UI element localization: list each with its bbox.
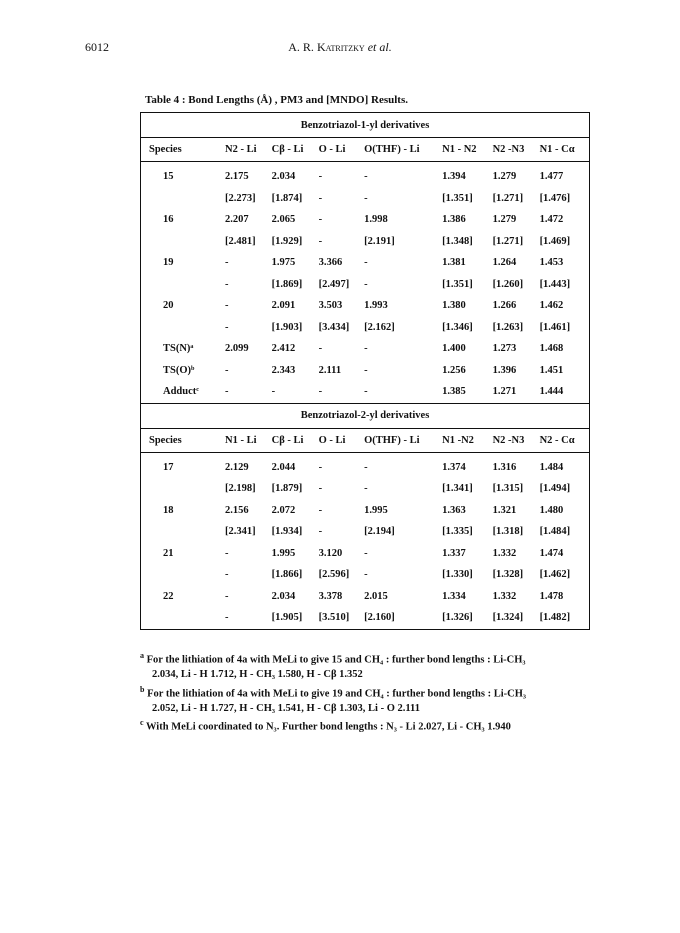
table-cell: [1.494]: [539, 483, 571, 495]
table-cell: -: [364, 461, 368, 473]
table-cell: -: [318, 461, 323, 473]
species-cell: 22: [163, 590, 174, 602]
table-cell: 1.400: [442, 343, 466, 355]
table-row: [141, 478, 590, 500]
table-cell: -: [364, 171, 368, 183]
table-cell: -: [225, 364, 229, 376]
species-cell: TS(N)ᵃ: [163, 343, 194, 355]
table-row: [141, 162, 590, 188]
table-cell: [1.879]: [271, 483, 303, 495]
species-cell: [141, 564, 224, 586]
column-header: N2 - Cα: [538, 428, 590, 452]
table-cell: [1.271]: [492, 192, 524, 204]
column-header: N1 - N2: [440, 138, 490, 162]
table-cell: [3.434]: [318, 321, 350, 333]
bond-length-table: [140, 112, 590, 630]
table-row: [141, 317, 590, 339]
table-cell: 1.266: [492, 300, 517, 312]
column-header: N1 - Cα: [538, 138, 590, 162]
table-cell: [2.341]: [225, 526, 256, 538]
table-cell: [1.469]: [539, 235, 571, 247]
table-cell: 1.273: [492, 343, 517, 355]
table-cell: 2.111: [318, 364, 342, 376]
species-cell: [141, 317, 224, 339]
footnote-mark: c: [140, 718, 144, 727]
table-cell: -: [364, 257, 368, 269]
table-cell: 1.332: [492, 547, 517, 559]
table-cell: -: [364, 364, 368, 376]
table-cell: -: [364, 278, 368, 290]
table-cell: [1.903]: [271, 321, 303, 333]
table-cell: [1.335]: [442, 526, 473, 538]
section-title-row: [141, 403, 590, 428]
table-row: [141, 521, 590, 543]
table-cell: -: [225, 278, 229, 290]
table-cell: 1.396: [492, 364, 517, 376]
table-cell: 2.099: [225, 343, 249, 355]
table-cell: [1.326]: [442, 612, 473, 624]
species-cell: 17: [163, 461, 174, 473]
section-title-row: [141, 113, 590, 138]
table-body: [141, 113, 590, 630]
table-caption: Table 4 : Bond Lengths (Å) , PM3 and [MNDO] Results.: [145, 94, 409, 106]
table-cell: [1.929]: [271, 235, 303, 247]
species-cell: 20: [163, 300, 174, 312]
table-cell: 1.332: [492, 590, 517, 602]
table-row: [141, 209, 590, 231]
table-cell: -: [225, 321, 229, 333]
table-cell: -: [225, 547, 229, 559]
table-row: [141, 607, 590, 629]
table-cell: -: [225, 257, 229, 269]
table-cell: [1.484]: [539, 526, 571, 538]
table-cell: 1.995: [271, 547, 296, 559]
table-cell: 1.334: [442, 590, 466, 602]
table-cell: 1.975: [271, 257, 296, 269]
table-cell: [1.341]: [442, 483, 473, 495]
table-cell: 1.337: [442, 547, 466, 559]
footnote: [140, 716, 610, 735]
table-cell: 1.279: [492, 214, 517, 226]
table-cell: [1.330]: [442, 569, 473, 581]
table-cell: [1.260]: [492, 278, 524, 290]
table-cell: 1.271: [492, 386, 517, 398]
table-cell: -: [318, 235, 323, 247]
table-cell: -: [364, 569, 368, 581]
table-cell: [1.346]: [442, 321, 473, 333]
table-cell: 1.462: [539, 300, 564, 312]
table-cell: [1.318]: [492, 526, 524, 538]
table-cell: 1.444: [539, 386, 564, 398]
table-cell: [2.481]: [225, 235, 256, 247]
table-cell: [1.869]: [271, 278, 303, 290]
table-cell: 1.363: [442, 504, 466, 516]
table-cell: -: [364, 483, 368, 495]
table-cell: [1.263]: [492, 321, 524, 333]
table-cell: 1.385: [442, 386, 466, 398]
table-cell: -: [225, 612, 229, 624]
table-cell: 1.321: [492, 504, 517, 516]
footnote-text: For the lithiation of 4a with MeLi to give 15 and CH₄ : further bond lengths : Li-CH₃: [146, 654, 526, 666]
table-cell: 3.120: [318, 547, 343, 559]
column-header: N1 - Li: [223, 428, 270, 452]
table-cell: 2.412: [271, 343, 296, 355]
species-cell: [141, 521, 224, 543]
table-cell: 2.015: [364, 590, 388, 602]
table-cell: 1.381: [442, 257, 466, 269]
column-header: Species: [141, 138, 224, 162]
table-row: [141, 274, 590, 296]
table-cell: 1.264: [492, 257, 517, 269]
table-cell: 1.478: [539, 590, 564, 602]
table-row: [141, 338, 590, 360]
species-cell: 15: [163, 171, 174, 183]
table-cell: [2.160]: [364, 612, 395, 624]
column-header: N2 - Li: [223, 138, 270, 162]
table-row: [141, 188, 590, 210]
table-cell: 2.044: [271, 461, 296, 473]
table-cell: [3.510]: [318, 612, 350, 624]
table-cell: -: [318, 343, 323, 355]
species-cell: [141, 188, 224, 210]
table-cell: [1.324]: [492, 612, 524, 624]
column-header: O(THF) - Li: [362, 428, 440, 452]
table-cell: 3.366: [318, 257, 343, 269]
table-cell: [1.328]: [492, 569, 524, 581]
table-cell: 2.065: [271, 214, 296, 226]
table-cell: 1.380: [442, 300, 466, 312]
table-cell: -: [225, 386, 229, 398]
table-row: [141, 381, 590, 403]
table-cell: 1.374: [442, 461, 466, 473]
table-cell: 2.034: [271, 171, 296, 183]
table-cell: [2.191]: [364, 235, 395, 247]
author-smallcaps: Katritzky: [316, 40, 365, 54]
table-cell: 1.256: [442, 364, 466, 376]
table-row: [141, 500, 590, 522]
table-cell: [1.443]: [539, 278, 571, 290]
table-cell: 1.993: [364, 300, 388, 312]
table-cell: 1.998: [364, 214, 388, 226]
table-cell: [1.905]: [271, 612, 303, 624]
table-cell: 2.072: [271, 504, 296, 516]
table-cell: 1.472: [539, 214, 564, 226]
table-cell: 2.034: [271, 590, 296, 602]
table-cell: 1.477: [539, 171, 564, 183]
column-header: N2 -N3: [491, 428, 538, 452]
table-cell: -: [225, 590, 229, 602]
species-cell: 21: [163, 547, 174, 559]
footnote-text: For the lithiation of 4a with MeLi to give 19 and CH₄ : further bond lengths : Li-CH₃: [147, 688, 527, 699]
table-cell: -: [271, 386, 276, 398]
table-cell: [1.866]: [271, 569, 303, 581]
table-cell: [1.348]: [442, 235, 473, 247]
table-cell: [1.934]: [271, 526, 303, 538]
species-cell: [141, 231, 224, 253]
column-header-row: [141, 428, 590, 452]
table-cell: 1.468: [539, 343, 564, 355]
table-cell: [1.482]: [539, 612, 571, 624]
species-cell: 19: [163, 257, 174, 269]
footnote: [140, 683, 610, 717]
section-title: Benzotriazol-2-yl derivatives: [141, 403, 590, 428]
section-title: Benzotriazol-1-yl derivatives: [141, 113, 590, 138]
species-cell: [141, 274, 224, 296]
table-cell: [2.162]: [364, 321, 395, 333]
table-cell: 1.474: [539, 547, 564, 559]
species-cell: TS(O)ᵇ: [163, 364, 195, 376]
table-cell: -: [364, 343, 368, 355]
table-row: [141, 295, 590, 317]
table-cell: -: [225, 300, 229, 312]
table-cell: 1.386: [442, 214, 466, 226]
column-header: N2 -N3: [491, 138, 538, 162]
table-cell: 1.279: [492, 171, 517, 183]
table-cell: -: [364, 386, 368, 398]
table-row: [141, 452, 590, 478]
column-header: Species: [141, 428, 224, 452]
table-cell: 1.484: [539, 461, 564, 473]
table-cell: -: [318, 483, 323, 495]
table-cell: [2.194]: [364, 526, 395, 538]
table-cell: [1.874]: [271, 192, 303, 204]
table-cell: 2.207: [225, 214, 249, 226]
page-number: 6012: [85, 40, 109, 54]
column-header: O - Li: [317, 138, 362, 162]
table-cell: 2.343: [271, 364, 296, 376]
table-row: [141, 586, 590, 608]
column-header: O - Li: [317, 428, 362, 452]
table-row: [141, 252, 590, 274]
table-cell: [1.315]: [492, 483, 524, 495]
table-cell: [2.596]: [318, 569, 350, 581]
column-header: O(THF) - Li: [362, 138, 440, 162]
column-header: N1 -N2: [440, 428, 490, 452]
table-cell: 1.316: [492, 461, 517, 473]
table-row: [141, 360, 590, 382]
column-header: Cβ - Li: [270, 428, 317, 452]
table-cell: [2.198]: [225, 483, 256, 495]
table-cell: [1.476]: [539, 192, 571, 204]
table-cell: 1.453: [539, 257, 564, 269]
table-cell: [2.273]: [225, 192, 256, 204]
footnote-mark: a: [140, 651, 144, 660]
table-cell: [1.462]: [539, 569, 571, 581]
table-cell: 3.503: [318, 300, 343, 312]
table-cell: -: [318, 192, 323, 204]
table-row: [141, 543, 590, 565]
table-cell: [1.351]: [442, 278, 473, 290]
species-cell: [141, 478, 224, 500]
column-header: Cβ - Li: [270, 138, 317, 162]
column-header-row: [141, 138, 590, 162]
table-cell: 2.091: [271, 300, 296, 312]
species-cell: [141, 607, 224, 629]
table-cell: 2.156: [225, 504, 249, 516]
species-cell: Adductᶜ: [163, 386, 199, 398]
table-cell: -: [318, 386, 323, 398]
table-cell: 3.378: [318, 590, 343, 602]
footnotes: [140, 649, 610, 735]
table-cell: -: [318, 214, 323, 226]
table-cell: -: [318, 504, 323, 516]
table-cell: -: [364, 192, 368, 204]
footnote-mark: b: [140, 684, 145, 694]
table-cell: [2.497]: [318, 278, 350, 290]
table-cell: -: [364, 547, 368, 559]
footnote-continuation: 2.034, Li - H 1.712, H - CH₃ 1.580, H - Cβ 1.352: [152, 669, 363, 680]
table-cell: 1.451: [539, 364, 564, 376]
footnote: [140, 649, 610, 683]
running-head: [0, 40, 680, 55]
table-cell: 1.394: [442, 171, 466, 183]
table-cell: 2.175: [225, 171, 249, 183]
table-cell: 1.480: [539, 504, 564, 516]
table-cell: [1.351]: [442, 192, 473, 204]
author-etal: et al.: [364, 40, 392, 54]
table-cell: 2.129: [225, 461, 249, 473]
table-row: [141, 564, 590, 586]
table-cell: [1.461]: [539, 321, 571, 333]
footnote-continuation: 2.052, Li - H 1.727, H - CH₃ 1.541, H - Cβ 1.303, Li - O 2.111: [152, 702, 420, 714]
table-cell: -: [318, 526, 323, 538]
table-row: [141, 231, 590, 253]
species-cell: 16: [163, 214, 174, 226]
table-cell: -: [225, 569, 229, 581]
species-cell: 18: [163, 504, 174, 516]
table-cell: [1.271]: [492, 235, 524, 247]
table-cell: 1.995: [364, 504, 388, 516]
author-plain: A. R.: [288, 40, 317, 54]
table-cell: -: [318, 171, 323, 183]
footnote-text: With MeLi coordinated to N₃. Further bond lengths : N₃ - Li 2.027, Li - CH₃ 1.940: [146, 721, 511, 733]
